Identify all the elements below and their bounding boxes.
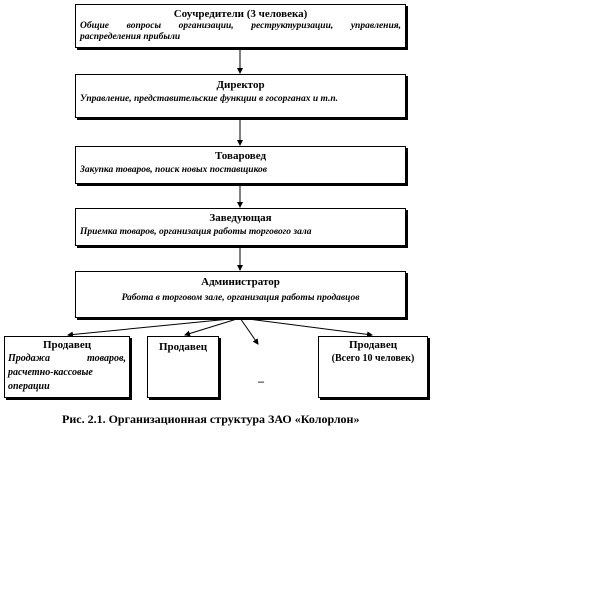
seller3-title: Продавец — [348, 339, 398, 351]
arrow-admin-ellipsis — [240, 318, 258, 344]
box-director — [75, 74, 406, 118]
box-seller-1 — [4, 336, 130, 398]
director-desc: Управление, представительские функции в госорганах и т.п. — [80, 94, 339, 104]
manager-desc: Приемка товаров, организация работы торгового зала — [80, 227, 312, 237]
cofounders-desc: Общие вопросы организации, реструктуризации, управления, распределения прибыли — [80, 21, 401, 42]
arrow-admin-seller1 — [68, 318, 240, 335]
merchandiser-title: Товаровед — [214, 150, 267, 162]
box-merchandiser — [75, 146, 406, 184]
figure-caption: Рис. 2.1. Организационная структура ЗАО «Колорлон» — [62, 412, 360, 426]
seller1-desc: Продажа товаров, расчетно-кассовые операции — [8, 353, 126, 392]
seller2-title: Продавец — [158, 341, 208, 353]
director-title: Директор — [216, 79, 265, 91]
cofounders-title: Соучредители (3 человека) — [173, 8, 308, 20]
administrator-desc: Работа в торговом зале, организация работы продавцов — [121, 293, 360, 303]
box-manager — [75, 208, 406, 246]
ellipsis-dash: – — [258, 374, 264, 388]
arrow-admin-seller3 — [240, 318, 372, 335]
box-seller-3 — [318, 336, 428, 398]
box-cofounders — [75, 4, 406, 48]
merchandiser-desc: Закупка товаров, поиск новых поставщиков — [80, 165, 268, 175]
seller1-title: Продавец — [42, 339, 92, 351]
box-administrator — [75, 271, 406, 318]
seller3-desc: (Всего 10 человек) — [331, 353, 415, 364]
administrator-title: Администратор — [201, 276, 280, 288]
manager-title: Заведующая — [209, 212, 272, 224]
box-seller-2 — [147, 336, 219, 398]
